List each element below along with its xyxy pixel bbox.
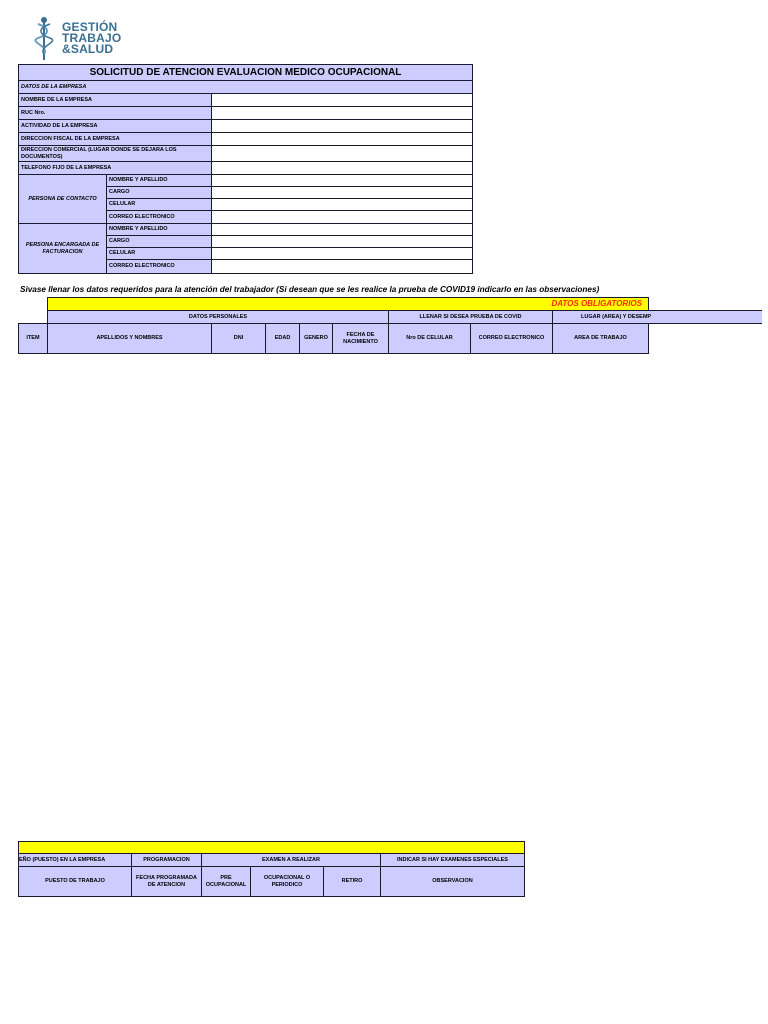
header-retiro: RETIRO	[323, 866, 381, 897]
header-apellidos-nombres: APELLIDOS Y NOMBRES	[47, 323, 212, 354]
group-area: LUGAR (AREA) Y DESEMP	[552, 310, 762, 324]
contact-field-cargo: CARGO	[106, 186, 212, 199]
input-telefono[interactable]	[211, 161, 473, 175]
input-direccion-fiscal[interactable]	[211, 132, 473, 146]
contact-field-correo: CORREO ELECTRONICO	[106, 210, 212, 224]
label-telefono: TELEFONO FIJO DE LA EMPRESA	[18, 161, 212, 175]
header-fecha-nacimiento: FECHA DE NACIMIENTO	[332, 323, 389, 354]
contact-field-nombre: NOMBRE Y APELLIDO	[106, 174, 212, 187]
header-dni: DNI	[211, 323, 266, 354]
header-fecha-programada: FECHA PROGRAMADA DE ATENCION	[131, 866, 202, 897]
group-examen: EXAMEN A REALIZAR	[201, 853, 381, 867]
header-celular: Nro DE CELULAR	[388, 323, 471, 354]
input-nombre-empresa[interactable]	[211, 93, 473, 107]
header-item: ITEM	[18, 323, 48, 354]
header-genero: GENERO	[299, 323, 333, 354]
group-programacion: PROGRAMACION	[131, 853, 202, 867]
label-direccion-comercial: DIRECCION COMERCIAL (LUGAR DONDE SE DEJARA LOS DOCUMENTOS)	[18, 145, 212, 162]
label-direccion-fiscal: DIRECCION FISCAL DE LA EMPRESA	[18, 132, 212, 146]
input-direccion-comercial[interactable]	[211, 145, 473, 162]
group-puesto: EÑO (PUESTO) EN LA EMPRESA	[18, 853, 132, 867]
header-area-trabajo: AREA DE TRABAJO	[552, 323, 649, 354]
header-ocupacional-periodico: OCUPACIONAL O PERIODICO	[250, 866, 324, 897]
billing-person-label: PERSONA ENCARGADA DE FACTURACION	[18, 223, 107, 274]
header-edad: EDAD	[265, 323, 300, 354]
input-ruc[interactable]	[211, 106, 473, 120]
billing-field-celular: CELULAR	[106, 247, 212, 260]
contact-person-label: PERSONA DE CONTACTO	[18, 174, 107, 224]
label-ruc: RUC Nro.	[18, 106, 212, 120]
header-puesto-trabajo: PUESTO DE TRABAJO	[18, 866, 132, 897]
billing-input-correo[interactable]	[211, 259, 473, 274]
header-correo: CORREO ELECTRONICO	[470, 323, 553, 354]
header-pre-ocupacional: PRE OCUPACIONAL	[201, 866, 251, 897]
billing-field-cargo: CARGO	[106, 235, 212, 248]
label-actividad: ACTIVIDAD DE LA EMPRESA	[18, 119, 212, 133]
form-title: SOLICITUD DE ATENCION EVALUACION MEDICO OCUPACIONAL	[18, 64, 473, 81]
instruction-text: Sivase llenar los datos requeridos para la atención del trabajador (Si desean que se les realice la prueba de COVID19 indicarlo en las observaciones)	[20, 285, 600, 294]
contact-field-celular: CELULAR	[106, 198, 212, 211]
mandatory-banner: DATOS OBLIGATORIOS	[47, 297, 649, 311]
billing-field-correo: CORREO ELECTRONICO	[106, 259, 212, 274]
group-datos-personales: DATOS PERSONALES	[47, 310, 389, 324]
group-especiales: INDICAR SI HAY EXAMENES ESPECIALES	[380, 853, 525, 867]
label-nombre-empresa: NOMBRE DE LA EMPRESA	[18, 93, 212, 107]
contact-input-correo[interactable]	[211, 210, 473, 224]
section-company-data: DATOS DE LA EMPRESA	[18, 80, 473, 94]
header-observacion: OBSERVACION	[380, 866, 525, 897]
group-covid: LLENAR SI DESEA PRUEBA DE COVID	[388, 310, 553, 324]
input-actividad[interactable]	[211, 119, 473, 133]
billing-field-nombre: NOMBRE Y APELLIDO	[106, 223, 212, 236]
logo-wordmark: GESTIÓN TRABAJO &SALUD	[62, 20, 122, 56]
caduceus-icon	[30, 16, 60, 62]
